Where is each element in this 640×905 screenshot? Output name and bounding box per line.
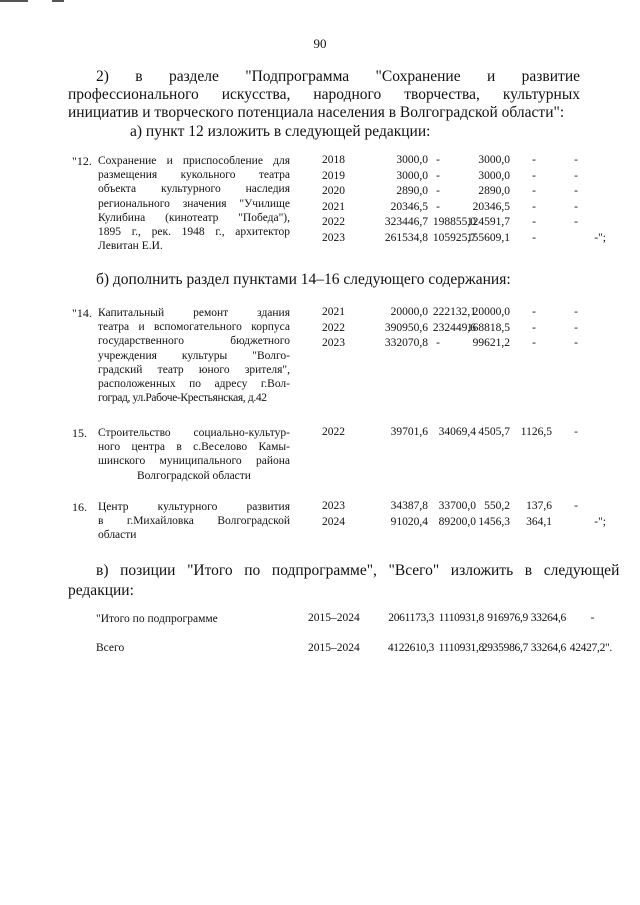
regional-cell: 3000,0 <box>478 154 510 166</box>
federal-cell: 105925,7 <box>432 232 476 244</box>
year-cell: 2024 <box>322 515 345 528</box>
total-cell: 20000,0 <box>390 306 428 318</box>
regional-cell: 550,2 <box>484 500 510 512</box>
regional-cell: 4505,7 <box>478 426 510 438</box>
intro-line-2: профессионального искусства, народного творчества, культурных <box>68 86 580 103</box>
desc-line: градский театр юного зрителя", <box>98 363 290 376</box>
desc-line: государственного бюджетного <box>98 335 290 348</box>
total-cell: 332070,8 <box>384 337 428 350</box>
other-cell: - <box>574 426 578 438</box>
other-cell: - <box>574 337 578 350</box>
regional-cell: 916976,9 <box>487 612 528 624</box>
total-cell: 3000,0 <box>396 154 428 166</box>
intro-paragraph-cont <box>68 86 580 122</box>
regional-cell: 20000,0 <box>472 306 510 318</box>
other-cell: - <box>574 500 578 512</box>
local-cell: - <box>532 306 536 318</box>
federal-cell: 1110931,8 <box>438 641 484 654</box>
local-cell: 33264,6 <box>530 612 566 624</box>
total-cell: 323446,7 <box>384 216 428 229</box>
desc-line: Капитальный ремонт здания <box>98 307 290 319</box>
local-cell: - <box>532 169 536 182</box>
year-cell: 2023 <box>322 500 345 512</box>
period-cell: 2015–2024 <box>308 641 360 654</box>
other-cell: - <box>574 185 578 198</box>
federal-cell: 89200,0 <box>438 515 476 528</box>
desc-line: Кулибина (кинотеатр "Победа"), <box>98 211 290 224</box>
regional-cell: 155609,1 <box>466 232 510 244</box>
desc-line: учреждения культуры "Волго- <box>98 349 290 362</box>
local-cell: - <box>532 216 536 229</box>
item-16-description <box>98 500 290 543</box>
item-15-number: 15. <box>72 426 87 440</box>
federal-cell: - <box>436 337 440 350</box>
desc-line: гоград, ул.Рабоче-Крестьянская, д.42 <box>98 392 267 405</box>
desc-line: шинского муниципального района <box>98 455 290 468</box>
year-cell: 2020 <box>322 185 345 198</box>
intro-paragraph <box>96 68 580 86</box>
local-cell: - <box>532 185 536 198</box>
totals-label-all: Всего <box>96 642 125 654</box>
other-cell: - <box>574 321 578 334</box>
total-cell: 34387,8 <box>390 500 428 512</box>
local-cell: - <box>532 337 536 350</box>
intro-line-1: 2) в разделе "Подпрограмма "Сохранение и развитие <box>96 68 580 85</box>
federal-cell: 232449,6 <box>432 321 476 334</box>
item-14-number: "14. <box>72 306 92 320</box>
total-cell: 261534,8 <box>384 232 428 244</box>
point-b: б) дополнить раздел пунктами 14–16 следующего содержания: <box>96 271 511 288</box>
total-cell: 39701,6 <box>390 426 428 438</box>
regional-cell: 2890,0 <box>478 185 510 198</box>
desc-line: Центр культурного развития <box>98 501 290 513</box>
other-cell: -"; <box>594 515 606 528</box>
other-cell: - <box>574 154 578 166</box>
desc-line: Сохранение и приспособление для <box>98 155 290 167</box>
local-cell: 364,1 <box>526 515 552 528</box>
federal-cell: 33700,0 <box>438 500 476 512</box>
year-cell: 2023 <box>322 337 345 350</box>
desc-line: области <box>98 529 137 542</box>
item-14-description <box>98 306 290 405</box>
scan-corner-mark <box>0 0 70 4</box>
federal-cell: 222132,1 <box>432 306 476 318</box>
item-16-number: 16. <box>72 500 87 514</box>
total-cell: 91020,4 <box>390 515 428 528</box>
year-cell: 2022 <box>322 321 345 334</box>
year-cell: 2018 <box>322 154 345 166</box>
desc-line: Волгоградской области <box>137 469 251 482</box>
local-cell: 137,6 <box>526 500 552 512</box>
desc-line: расположенных по адресу г.Вол- <box>98 378 290 391</box>
item-12-number: "12. <box>72 154 92 168</box>
other-cell: 42427,2". <box>569 641 612 654</box>
year-cell: 2021 <box>322 200 345 213</box>
local-cell: - <box>532 200 536 213</box>
year-cell: 2021 <box>322 306 345 318</box>
year-cell: 2022 <box>322 426 345 438</box>
period-cell: 2015–2024 <box>308 612 360 624</box>
other-cell: - <box>574 200 578 213</box>
point-c <box>96 562 620 580</box>
desc-line: 1895 г., рек. 1948 г., архитектор <box>98 226 290 239</box>
totals-label-subprogram: "Итого по подпрограмме <box>96 613 218 625</box>
desc-line: Левитан Е.И. <box>98 240 163 253</box>
local-cell: 33264,6 <box>530 641 566 654</box>
local-cell: - <box>532 232 536 244</box>
item-12-description <box>98 154 290 253</box>
other-cell: - <box>590 612 594 624</box>
point-a: а) пункт 12 изложить в следующей редакции: <box>130 123 431 140</box>
total-cell: 3000,0 <box>396 169 428 182</box>
point-c-line-1: в) позиции "Итого по подпрограмме", "Всего" изложить в следующей <box>96 562 620 579</box>
regional-cell: 20346,5 <box>472 200 510 213</box>
regional-cell: 168818,5 <box>466 321 510 334</box>
regional-cell: 99621,2 <box>472 337 510 350</box>
total-cell: 2890,0 <box>396 185 428 198</box>
desc-line: регионального значения "Училище <box>98 197 290 210</box>
total-cell: 4122610,3 <box>387 641 434 654</box>
other-cell: - <box>574 169 578 182</box>
federal-cell: - <box>436 200 440 213</box>
other-cell: -"; <box>594 232 606 244</box>
desc-line: Строительство социально-культур- <box>98 427 290 439</box>
item-15-description <box>98 426 290 483</box>
regional-cell: 124591,7 <box>466 216 510 229</box>
other-cell: - <box>574 306 578 318</box>
desc-line: размещения кукольного театра <box>98 169 290 182</box>
year-cell: 2022 <box>322 216 345 229</box>
year-cell: 2019 <box>322 169 345 182</box>
desc-line: театра и вспомогательного корпуса <box>98 321 290 334</box>
federal-cell: - <box>436 169 440 182</box>
regional-cell: 3000,0 <box>478 169 510 182</box>
desc-line: объекта культурного наследия <box>98 183 290 196</box>
federal-cell: 198855,0 <box>432 216 476 229</box>
intro-line-3: инициатив и творческого потенциала населения в Волгоградской области": <box>68 104 565 121</box>
other-cell: - <box>574 216 578 229</box>
year-cell: 2023 <box>322 232 345 244</box>
federal-cell: - <box>436 154 440 166</box>
regional-cell: 2935986,7 <box>481 641 528 654</box>
total-cell: 20346,5 <box>390 200 428 213</box>
desc-line: ного центра в с.Веселово Камы- <box>98 441 290 454</box>
total-cell: 390950,6 <box>384 321 428 334</box>
federal-cell: 1110931,8 <box>438 612 484 624</box>
federal-cell: - <box>436 185 440 198</box>
local-cell: 1126,5 <box>520 426 552 438</box>
local-cell: - <box>532 321 536 334</box>
local-cell: - <box>532 154 536 166</box>
desc-line: в г.Михайловка Волгоградской <box>98 515 290 528</box>
total-cell: 2061173,3 <box>388 612 434 624</box>
regional-cell: 1456,3 <box>478 515 510 528</box>
federal-cell: 34069,4 <box>438 426 476 438</box>
page-number: 90 <box>313 36 327 51</box>
point-c-line-2: редакции: <box>68 582 134 599</box>
